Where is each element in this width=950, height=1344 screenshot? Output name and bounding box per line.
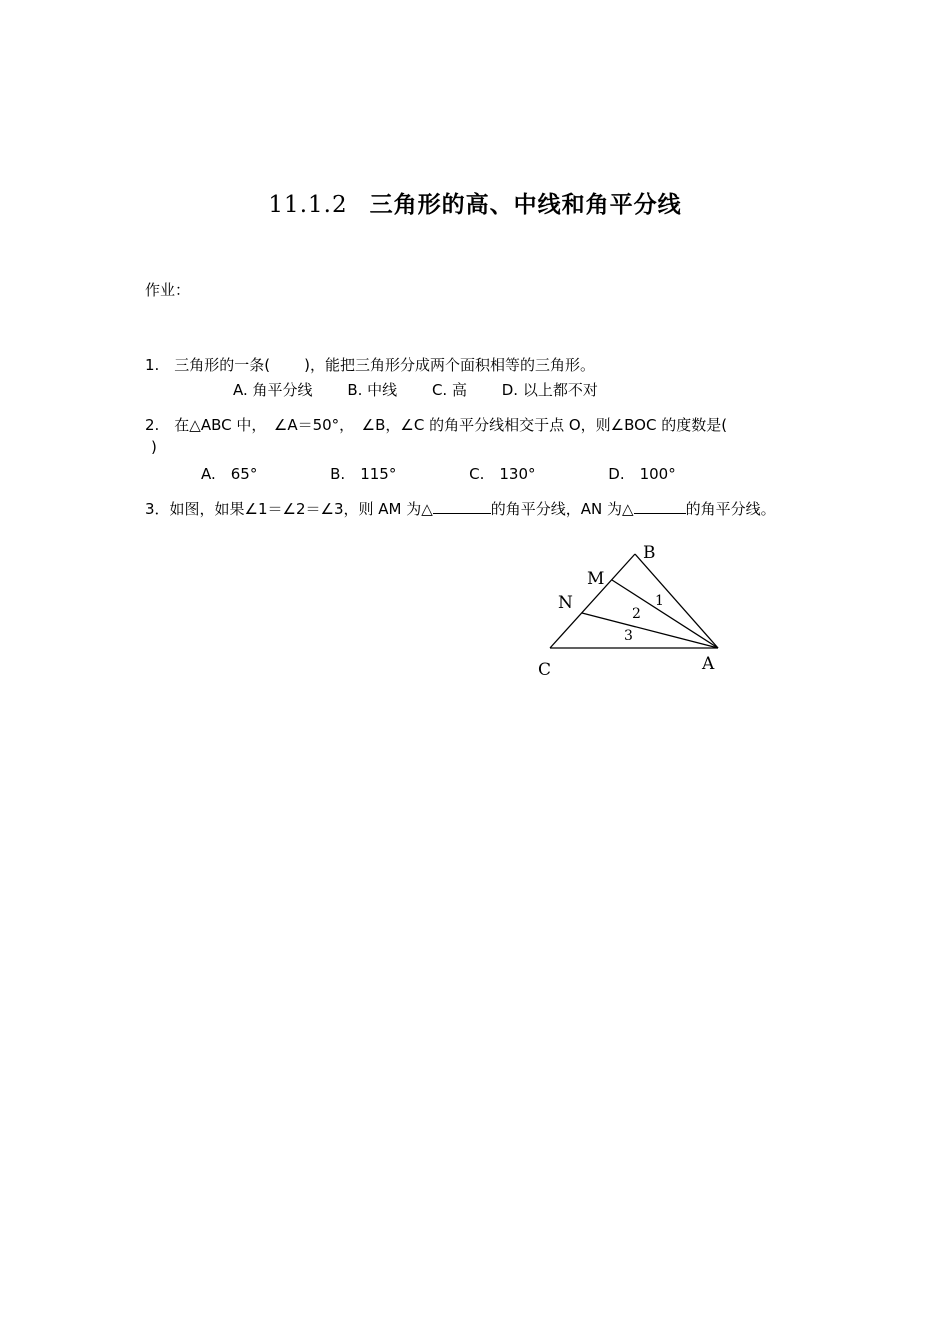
question-3-part-1: 3．如图，如果∠1＝∠2＝∠3，则 AM 为△ [145,500,433,518]
question-1-option-b: B. 中线 [347,381,398,399]
question-1-suffix: )，能把三角形分成两个面积相等的三角形。 [304,356,596,374]
homework-label: 作业： [145,281,191,299]
question-2-option-c: C. 130° [469,465,536,483]
question-2-option-b: B. 115° [330,465,397,483]
question-2-option-a: A. 65° [201,465,258,483]
page-title [0,186,950,219]
question-3-part-2: 的角平分线，AN 为△ [490,500,634,518]
question-1 [145,354,595,375]
label-angle-1: 1 [655,593,664,609]
question-1-option-c: C. 高 [431,381,467,399]
segment-an [582,613,718,648]
question-2-option-d: D. 100° [608,465,676,483]
label-b: B [643,543,656,563]
triangle-figure [530,538,730,683]
question-2-line-2: ) [151,438,157,456]
question-1-option-d: D. 以上都不对 [501,381,598,399]
title-number: 11.1.2 [268,192,348,218]
label-c: C [538,660,552,680]
question-1-option-a: A. 角平分线 [233,381,313,399]
question-3-blank-1[interactable] [433,499,491,514]
label-angle-3: 3 [624,628,633,644]
question-3-blank-2[interactable] [634,499,686,514]
question-2-options [201,463,676,484]
label-n: N [558,593,573,613]
question-1-options [233,379,598,400]
title-text: 三角形的高、中线和角平分线 [369,192,682,218]
question-3 [145,498,776,519]
question-1-prefix: 1. 三角形的一条( [145,356,271,374]
label-a: A [702,654,715,674]
question-3-part-3: 的角平分线。 [685,500,776,518]
label-angle-2: 2 [632,606,641,622]
question-2-line-1: 2. 在△ABC 中， ∠A＝50°， ∠B，∠C 的角平分线相交于点 O，则∠BOC 的度数是( [145,416,728,434]
side-ba [635,554,718,648]
label-m: M [587,569,605,589]
